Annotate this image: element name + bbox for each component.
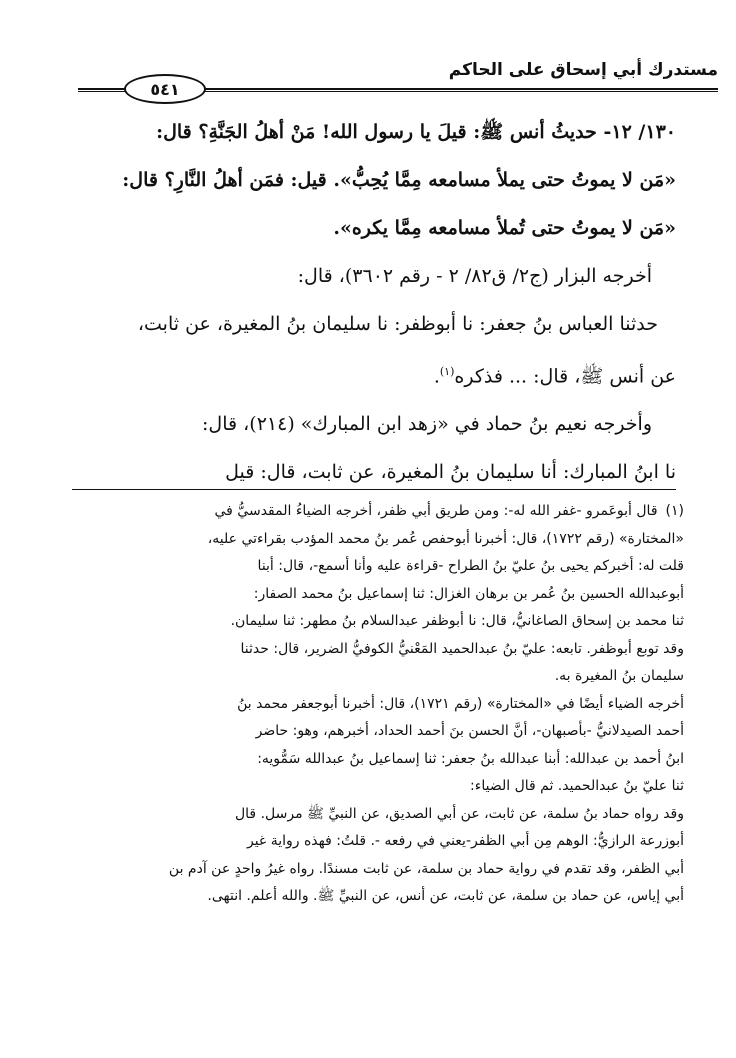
source-line: وأخرجه نعيم بنُ حماد في «زهد ابن المبارك» (٢١٤)، قال:	[202, 413, 652, 436]
footnotes	[62, 498, 684, 911]
footnote-line	[62, 498, 684, 526]
main-text	[72, 108, 676, 496]
isnad-text: عن أنس ﷺ، قال: ... فذكره	[454, 365, 676, 388]
footnote-line: وقد توبع أبوظفر. تابعه: عليّ بنُ عبدالحميد المَعْنيُّ الكوفيُّ الضرير، قال: حدثنا	[240, 640, 684, 657]
hadith-line: «مَن لا يموتُ حتى يملأ مسامعه مِمَّا يُحِبُّ». قيل: فمَن أهلُ النَّارِ؟ قال:	[122, 169, 676, 191]
footnote-line: أخرجه الضياء أيضًا في «المختارة» (رقم ١٧٢١)، قال: أخبرنا أبوجعفر محمد بنُ	[237, 695, 684, 712]
footnote-line: ابنُ أحمد بن عبدالله: أبنا عبدالله بنُ جعفر: ثنا إسماعيل بنُ عبدالله سَمُّويه:	[257, 750, 684, 767]
footnote-line: قلت له: أخبركم يحيى بنُ عليّ بنُ الطراح -قراءة عليه وأنا أسمع-، قال: أبنا	[257, 558, 684, 574]
hadith-line: «مَن لا يموتُ حتى تُملأ مسامعه مِمَّا يكره».	[333, 217, 676, 239]
footnote-reference[interactable]: (١)	[439, 365, 455, 378]
page-header	[78, 58, 718, 102]
footnote-line: ثنا عليّ بنُ عبدالحميد. ثم قال الضياء:	[470, 778, 684, 794]
footnote-number: (١)	[665, 503, 684, 519]
isnad-end: .	[433, 365, 440, 388]
footnote-line: «المختارة» (رقم ١٧٢٢)، قال: أخبرنا أبوحفص عُمر بنُ محمد المؤدب بقراءتي عليه،	[207, 530, 684, 547]
page-number-badge: ٥٤١	[124, 74, 206, 104]
footnote-line: أبوعبدالله الحسين بنُ عُمر بن برهان الغزال: ثنا إسماعيل بنُ محمد الصفار:	[253, 585, 684, 602]
running-title: مستدرك أبي إسحاق على الحاكم	[448, 60, 718, 80]
footnote-text: قال أبوعَمرو -غفر الله له-: ومن طريق أبي ظفر، أخرجه الضياءُ المقدسيُّ في	[214, 503, 658, 519]
footnote-line: أبي الظفر، وقد تقدم في رواية حماد بن سلمة، عن ثابت مسندًا. رواه غيرُ واحدٍ عن آدم بن	[168, 860, 684, 877]
footnote-separator	[72, 489, 676, 490]
footnote-line: وقد رواه حماد بنُ سلمة، عن ثابت، عن أبي الصديق، عن النبيِّ ﷺ مرسل. قال	[234, 805, 684, 822]
isnad-line	[72, 348, 676, 400]
footnote-line: ثنا محمد بن إسحاق الصاغانيُّ، قال: نا أبوظفر عبدالسلام بنُ مطهر: ثنا سليمان.	[230, 613, 684, 629]
footnote-line: سليمان بنُ المغيرة به.	[554, 668, 684, 684]
source-line: أخرجه البزار (ج٢/ ق٨٢/ ٢ - رقم ٣٦٠٢)، قال:	[297, 265, 652, 287]
isnad-line: نا ابنُ المبارك: أنا سليمان بنُ المغيرة، عن ثابت، قال: قيل	[225, 461, 676, 484]
hadith-line: ١٣٠/ ١٢- حديثُ أنس ﷺ: قيلَ يا رسول الله! مَنْ أهلُ الجَنَّةِ؟ قال:	[156, 121, 676, 143]
footnote-line: أحمد الصيدلانيُّ -بأصبهان-، أنَّ الحسن بنَ أحمد الحداد، أخبرهم، وهو: حاضر	[255, 723, 684, 739]
isnad-line: حدثنا العباس بنُ جعفر: نا أبوظفر: نا سليمان بنُ المغيرة، عن ثابت،	[137, 313, 658, 335]
footnote-line: أبوزرعة الرازيُّ: الوهم مِن أبي الظفر-يعني في رفعه -. قلتُ: فهذه رواية غير	[246, 833, 684, 849]
footnote-line: أبي إياس، عن حماد بن سلمة، عن ثابت، عن أنس، عن النبيِّ ﷺ. والله أعلم. انتهى.	[207, 888, 684, 904]
